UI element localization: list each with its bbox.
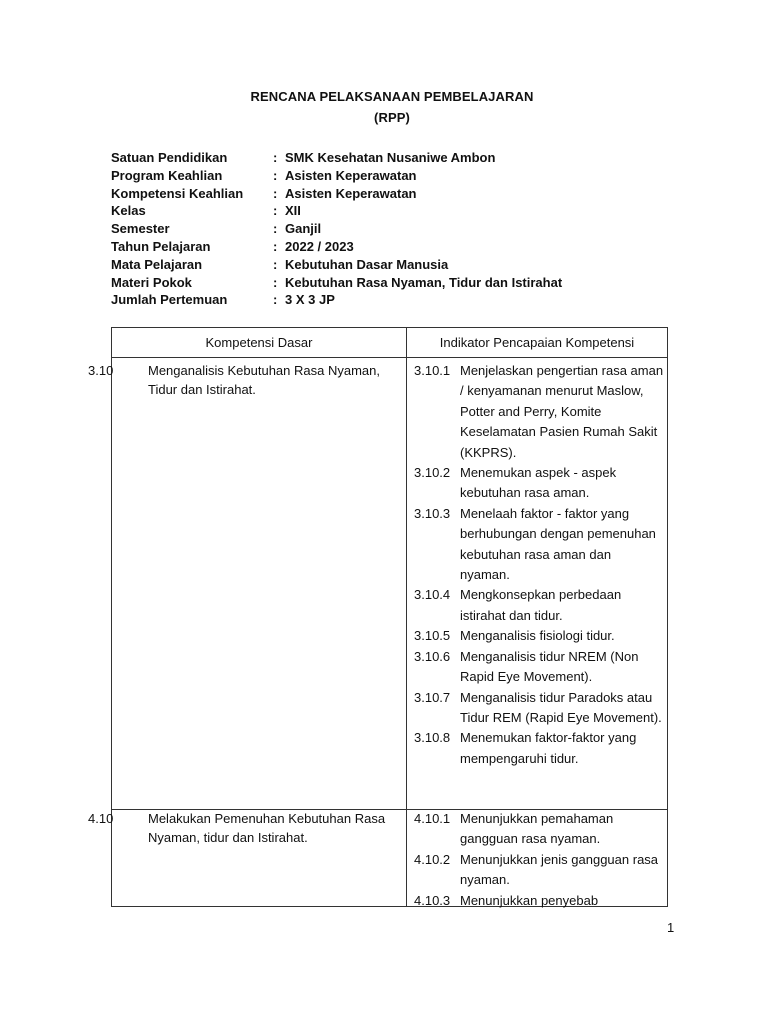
indicator-item <box>414 891 664 911</box>
info-label: Kompetensi Keahlian <box>111 185 244 201</box>
info-colon: : <box>273 185 278 201</box>
kd-number: 4.10 <box>88 811 114 826</box>
info-colon: : <box>273 203 278 219</box>
info-value: Kebutuhan Rasa Nyaman, Tidur dan Istirahat <box>285 274 563 290</box>
info-label: Jumlah Pertemuan <box>111 292 228 308</box>
indicator-number: 3.10.1 <box>414 363 451 378</box>
kd-cell <box>88 361 402 399</box>
indicator-text: Menjelaskan pengertian rasa aman / kenyamanan menurut Maslow, Potter and Perry, Komite Keselamatan Pasien Rumah Sakit (KKPRS). <box>460 363 664 460</box>
indicator-item <box>414 850 664 891</box>
indicator-item <box>414 688 664 729</box>
indicator-number: 3.10.3 <box>414 505 451 521</box>
page-number: 1 <box>667 920 675 935</box>
kd-number: 3.10 <box>88 363 114 378</box>
indicator-number: 3.10.5 <box>414 628 451 644</box>
column-divider <box>406 328 407 906</box>
document-title: RENCANA PELAKSANAAN PEMBELAJARAN <box>250 89 534 104</box>
kd-cell <box>88 809 402 847</box>
indicator-text: Menganalisis fisiologi tidur. <box>460 628 615 644</box>
info-label: Kelas <box>111 203 146 219</box>
info-row-kompetensi-keahlian <box>111 185 562 203</box>
info-label: Satuan Pendidikan <box>111 150 228 165</box>
competency-table <box>88 327 668 908</box>
info-value: Asisten Keperawatan <box>285 167 417 183</box>
info-colon: : <box>273 150 278 165</box>
info-row-satuan-pendidikan <box>111 149 562 167</box>
indicator-number: 3.10.6 <box>414 648 451 664</box>
column-header-kompetensi-dasar: Kompetensi Dasar <box>205 335 313 350</box>
kd-entry <box>88 809 402 847</box>
info-value: 3 X 3 JP <box>285 292 335 308</box>
info-value: Ganjil <box>285 221 322 237</box>
info-colon: : <box>273 221 278 237</box>
document-subtitle: (RPP) <box>374 110 410 125</box>
indicator-number: 3.10.2 <box>414 465 451 481</box>
indicator-item <box>414 585 664 626</box>
info-label: Program Keahlian <box>111 167 223 183</box>
identity-block <box>111 149 562 309</box>
indicator-text: Mengkonsepkan perbedaan istirahat dan tidur. <box>460 587 622 623</box>
info-row-program-keahlian <box>111 167 562 185</box>
info-row-semester <box>111 220 562 238</box>
indicator-item <box>414 809 664 850</box>
indicator-number: 4.10.3 <box>414 892 451 908</box>
indicator-item <box>414 626 664 646</box>
info-colon: : <box>273 292 278 308</box>
info-row-kelas <box>111 202 562 220</box>
info-value: 2022 / 2023 <box>285 238 354 254</box>
indicator-text: Menelaah faktor - faktor yang berhubungan dengan pemenuhan kebutuhan rasa aman dan nyaman. <box>460 505 656 583</box>
indicator-item <box>414 728 664 769</box>
indicator-number: 3.10.4 <box>414 587 451 603</box>
indicator-text: Menunjukkan pemahaman gangguan rasa nyaman. <box>460 811 614 847</box>
indicator-text: Menunjukkan jenis gangguan rasa nyaman. <box>460 851 659 888</box>
indicator-text: Menunjukkan penyebab <box>460 892 599 908</box>
info-value: SMK Kesehatan Nusaniwe Ambon <box>285 150 496 165</box>
kd-text: Melakukan Pemenuhan Kebutuhan Rasa Nyaman, tidur dan Istirahat. <box>148 811 386 845</box>
header-divider <box>112 357 667 358</box>
info-colon: : <box>273 167 278 183</box>
info-label: Materi Pokok <box>111 274 192 290</box>
indicator-list <box>414 361 664 769</box>
info-label: Mata Pelajaran <box>111 256 203 272</box>
info-colon: : <box>273 238 278 254</box>
indicator-text: Menganalisis tidur NREM (Non Rapid Eye Movement). <box>460 648 639 685</box>
info-row-tahun-pelajaran <box>111 238 562 256</box>
indicator-number: 4.10.2 <box>414 851 451 867</box>
column-header-indikator: Indikator Pencapaian Kompetensi <box>439 335 635 350</box>
info-colon: : <box>273 256 278 272</box>
indicator-text: Menemukan aspek - aspek kebutuhan rasa aman. <box>460 465 617 501</box>
info-value: XII <box>285 203 301 219</box>
info-row-jumlah-pertemuan <box>111 291 562 309</box>
info-row-materi-pokok <box>111 274 562 292</box>
indicator-number: 3.10.8 <box>414 730 451 746</box>
info-value: Kebutuhan Dasar Manusia <box>285 256 449 272</box>
info-row-mata-pelajaran <box>111 256 562 274</box>
kd-entry <box>88 361 402 399</box>
info-value: Asisten Keperawatan <box>285 185 417 201</box>
indicator-text: Menganalisis tidur Paradoks atau Tidur REM (Rapid Eye Movement). <box>460 689 662 725</box>
indicator-list <box>414 809 664 911</box>
indicator-item <box>414 463 664 504</box>
info-label: Semester <box>111 221 170 237</box>
info-label: Tahun Pelajaran <box>111 238 211 254</box>
indicator-item <box>414 504 664 586</box>
info-colon: : <box>273 274 278 290</box>
indicator-text: Menemukan faktor-faktor yang mempengaruhi tidur. <box>460 730 637 766</box>
indicator-number: 3.10.7 <box>414 689 451 705</box>
kd-text: Menganalisis Kebutuhan Rasa Nyaman, Tidur dan Istirahat. <box>148 363 380 397</box>
indicator-item <box>414 647 664 688</box>
indicator-item <box>414 361 664 463</box>
indicator-number: 4.10.1 <box>414 811 451 826</box>
